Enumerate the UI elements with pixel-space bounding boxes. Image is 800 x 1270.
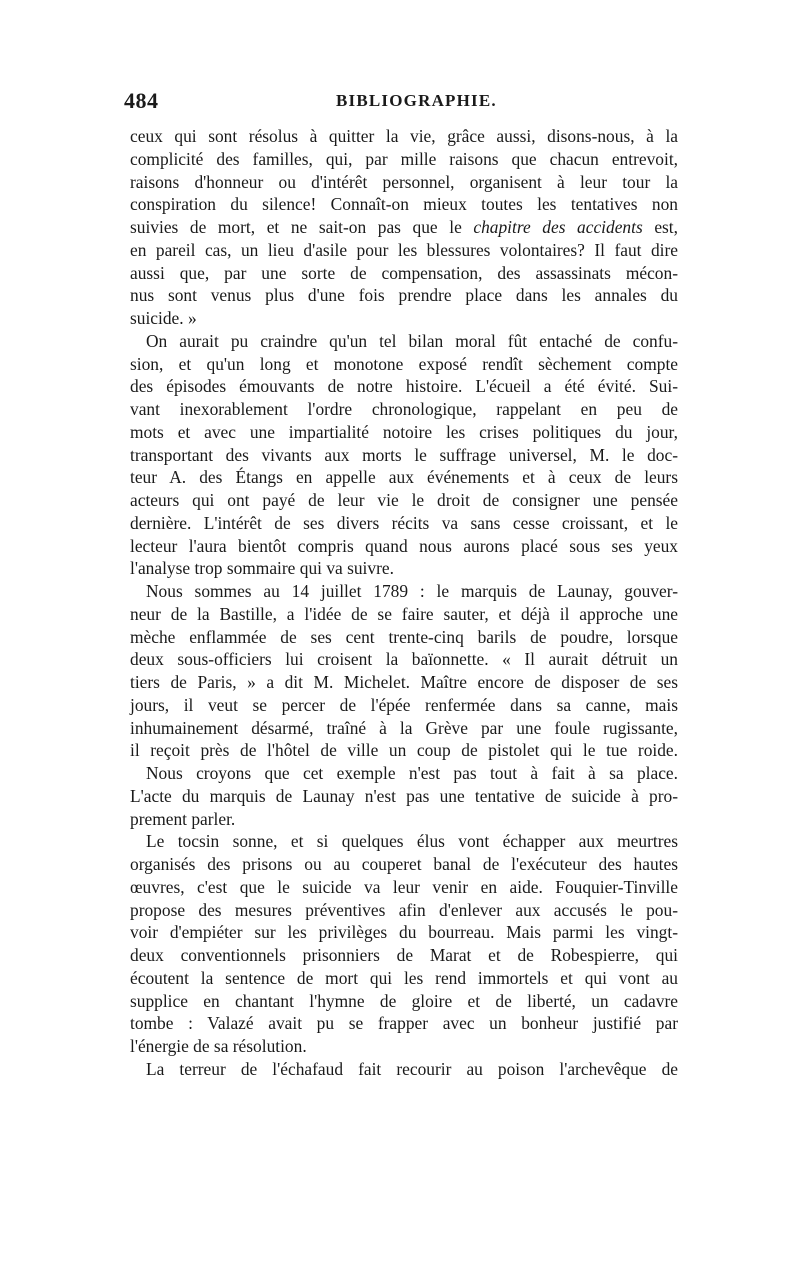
- text-line: des épisodes émouvants de notre histoire. L'écueil a été évité. Sui-: [130, 376, 678, 397]
- text-line: [130, 216, 678, 239]
- text-line: neur de la Bastille, a l'idée de se faire sauter, et déjà il approche une: [130, 603, 678, 624]
- text-line: Nous sommes au 14 juillet 1789 : le marquis de Launay, gouver-: [146, 581, 678, 601]
- text-line: vant inexorablement l'ordre chronologique, rappelant en peu de: [130, 399, 678, 419]
- text-line: nus sont venus plus d'une fois prendre place dans les annales du: [130, 285, 678, 306]
- text-line: lecteur l'aura bientôt compris quand nous aurons placé sous ses yeux: [130, 535, 678, 556]
- text-line: tiers de Paris, » a dit M. Michelet. Maître encore de disposer de ses: [130, 672, 678, 692]
- text-line: Nous croyons que cet exemple n'est pas tout à fait à sa place.: [146, 763, 678, 783]
- text-segment: suivies de mort, et ne sait-on pas que le: [130, 217, 474, 237]
- text-line: œuvres, c'est que le suicide va leur venir en aide. Fouquier-Tinville: [130, 876, 678, 897]
- text-line: organisés des prisons ou au couperet banal de l'exécuteur des hautes: [130, 854, 678, 874]
- text-line: sion, et qu'un long et monotone exposé rendît sèchement compte: [130, 353, 678, 374]
- text-line: jours, il veut se percer de l'épée renfermée dans sa canne, mais: [130, 694, 678, 715]
- text-line: il reçoit près de l'hôtel de ville un coup de pistolet qui le tue roide.: [130, 740, 678, 761]
- text-line: acteurs qui ont payé de leur vie le droit de consigner une pensée: [130, 490, 678, 510]
- text-line: écoutent la sentence de mort qui les rend immortels et qui vont au: [130, 967, 678, 988]
- running-head: [124, 88, 684, 116]
- text-line: mots et avec une impartialité notoire les crises politiques du jour,: [130, 421, 678, 442]
- text-line: complicité des familles, qui, par mille raisons que chacun entrevoit,: [130, 148, 678, 169]
- body-text: [130, 125, 678, 1081]
- text-line: inhumainement désarmé, traîné à la Grève par une foule rugissante,: [130, 717, 678, 738]
- text-line: deux conventionnels prisonniers de Marat et de Robespierre, qui: [130, 945, 678, 965]
- text-line: prement parler.: [130, 808, 236, 829]
- text-line: ceux qui sont résolus à quitter la vie, grâce aussi, disons-nous, à la: [130, 126, 678, 146]
- text-line: Le tocsin sonne, et si quelques élus vont échapper aux meurtres: [146, 831, 678, 852]
- text-line: l'analyse trop sommaire qui va suivre.: [130, 558, 394, 579]
- text-line: suicide. »: [130, 308, 197, 328]
- text-line: tombe : Valazé avait pu se frapper avec un bonheur justifié par: [130, 1013, 678, 1034]
- text-line: propose des mesures préventives afin d'enlever aux accusés le pou-: [130, 899, 678, 920]
- text-line: en pareil cas, un lieu d'asile pour les blessures volontaires? Il faut dire: [130, 239, 678, 260]
- text-line: voir d'empiéter sur les privilèges du bourreau. Mais parmi les vingt-: [130, 922, 678, 943]
- text-line: deux sous-officiers lui croisent la baïonnette. « Il aurait détruit un: [130, 649, 678, 670]
- text-segment: est,: [642, 217, 678, 237]
- text-line: dernière. L'intérêt de ses divers récits va sans cesse croissant, et le: [130, 512, 678, 533]
- text-line: On aurait pu craindre qu'un tel bilan moral fût entaché de confu-: [146, 330, 678, 351]
- text-line: teur A. des Étangs en appelle aux événements et à ceux de leurs: [130, 467, 678, 488]
- text-line: La terreur de l'échafaud fait recourir au poison l'archevêque de: [146, 1058, 678, 1079]
- page-number: 484: [124, 88, 159, 113]
- text-line: supplice en chantant l'hymne de gloire et de liberté, un cadavre: [130, 990, 678, 1011]
- running-title: BIBLIOGRAPHIE.: [336, 91, 497, 110]
- text-line: raisons d'honneur ou d'intérêt personnel, organisent à leur tour la: [130, 171, 678, 192]
- text-line: conspiration du silence! Connaît-on mieux toutes les tentatives non: [130, 194, 678, 215]
- italic-phrase: chapitre des accidents: [473, 217, 643, 237]
- text-line: mèche enflammée de ses cent trente-cinq barils de poudre, lorsque: [130, 626, 678, 647]
- text-line: L'acte du marquis de Launay n'est pas une tentative de suicide à pro-: [130, 785, 678, 806]
- text-line: transportant des vivants aux morts le suffrage universel, M. le doc-: [130, 444, 678, 465]
- text-line: aussi que, par une sorte de compensation, des assassinats mécon-: [130, 262, 678, 283]
- text-line: l'énergie de sa résolution.: [130, 1036, 307, 1056]
